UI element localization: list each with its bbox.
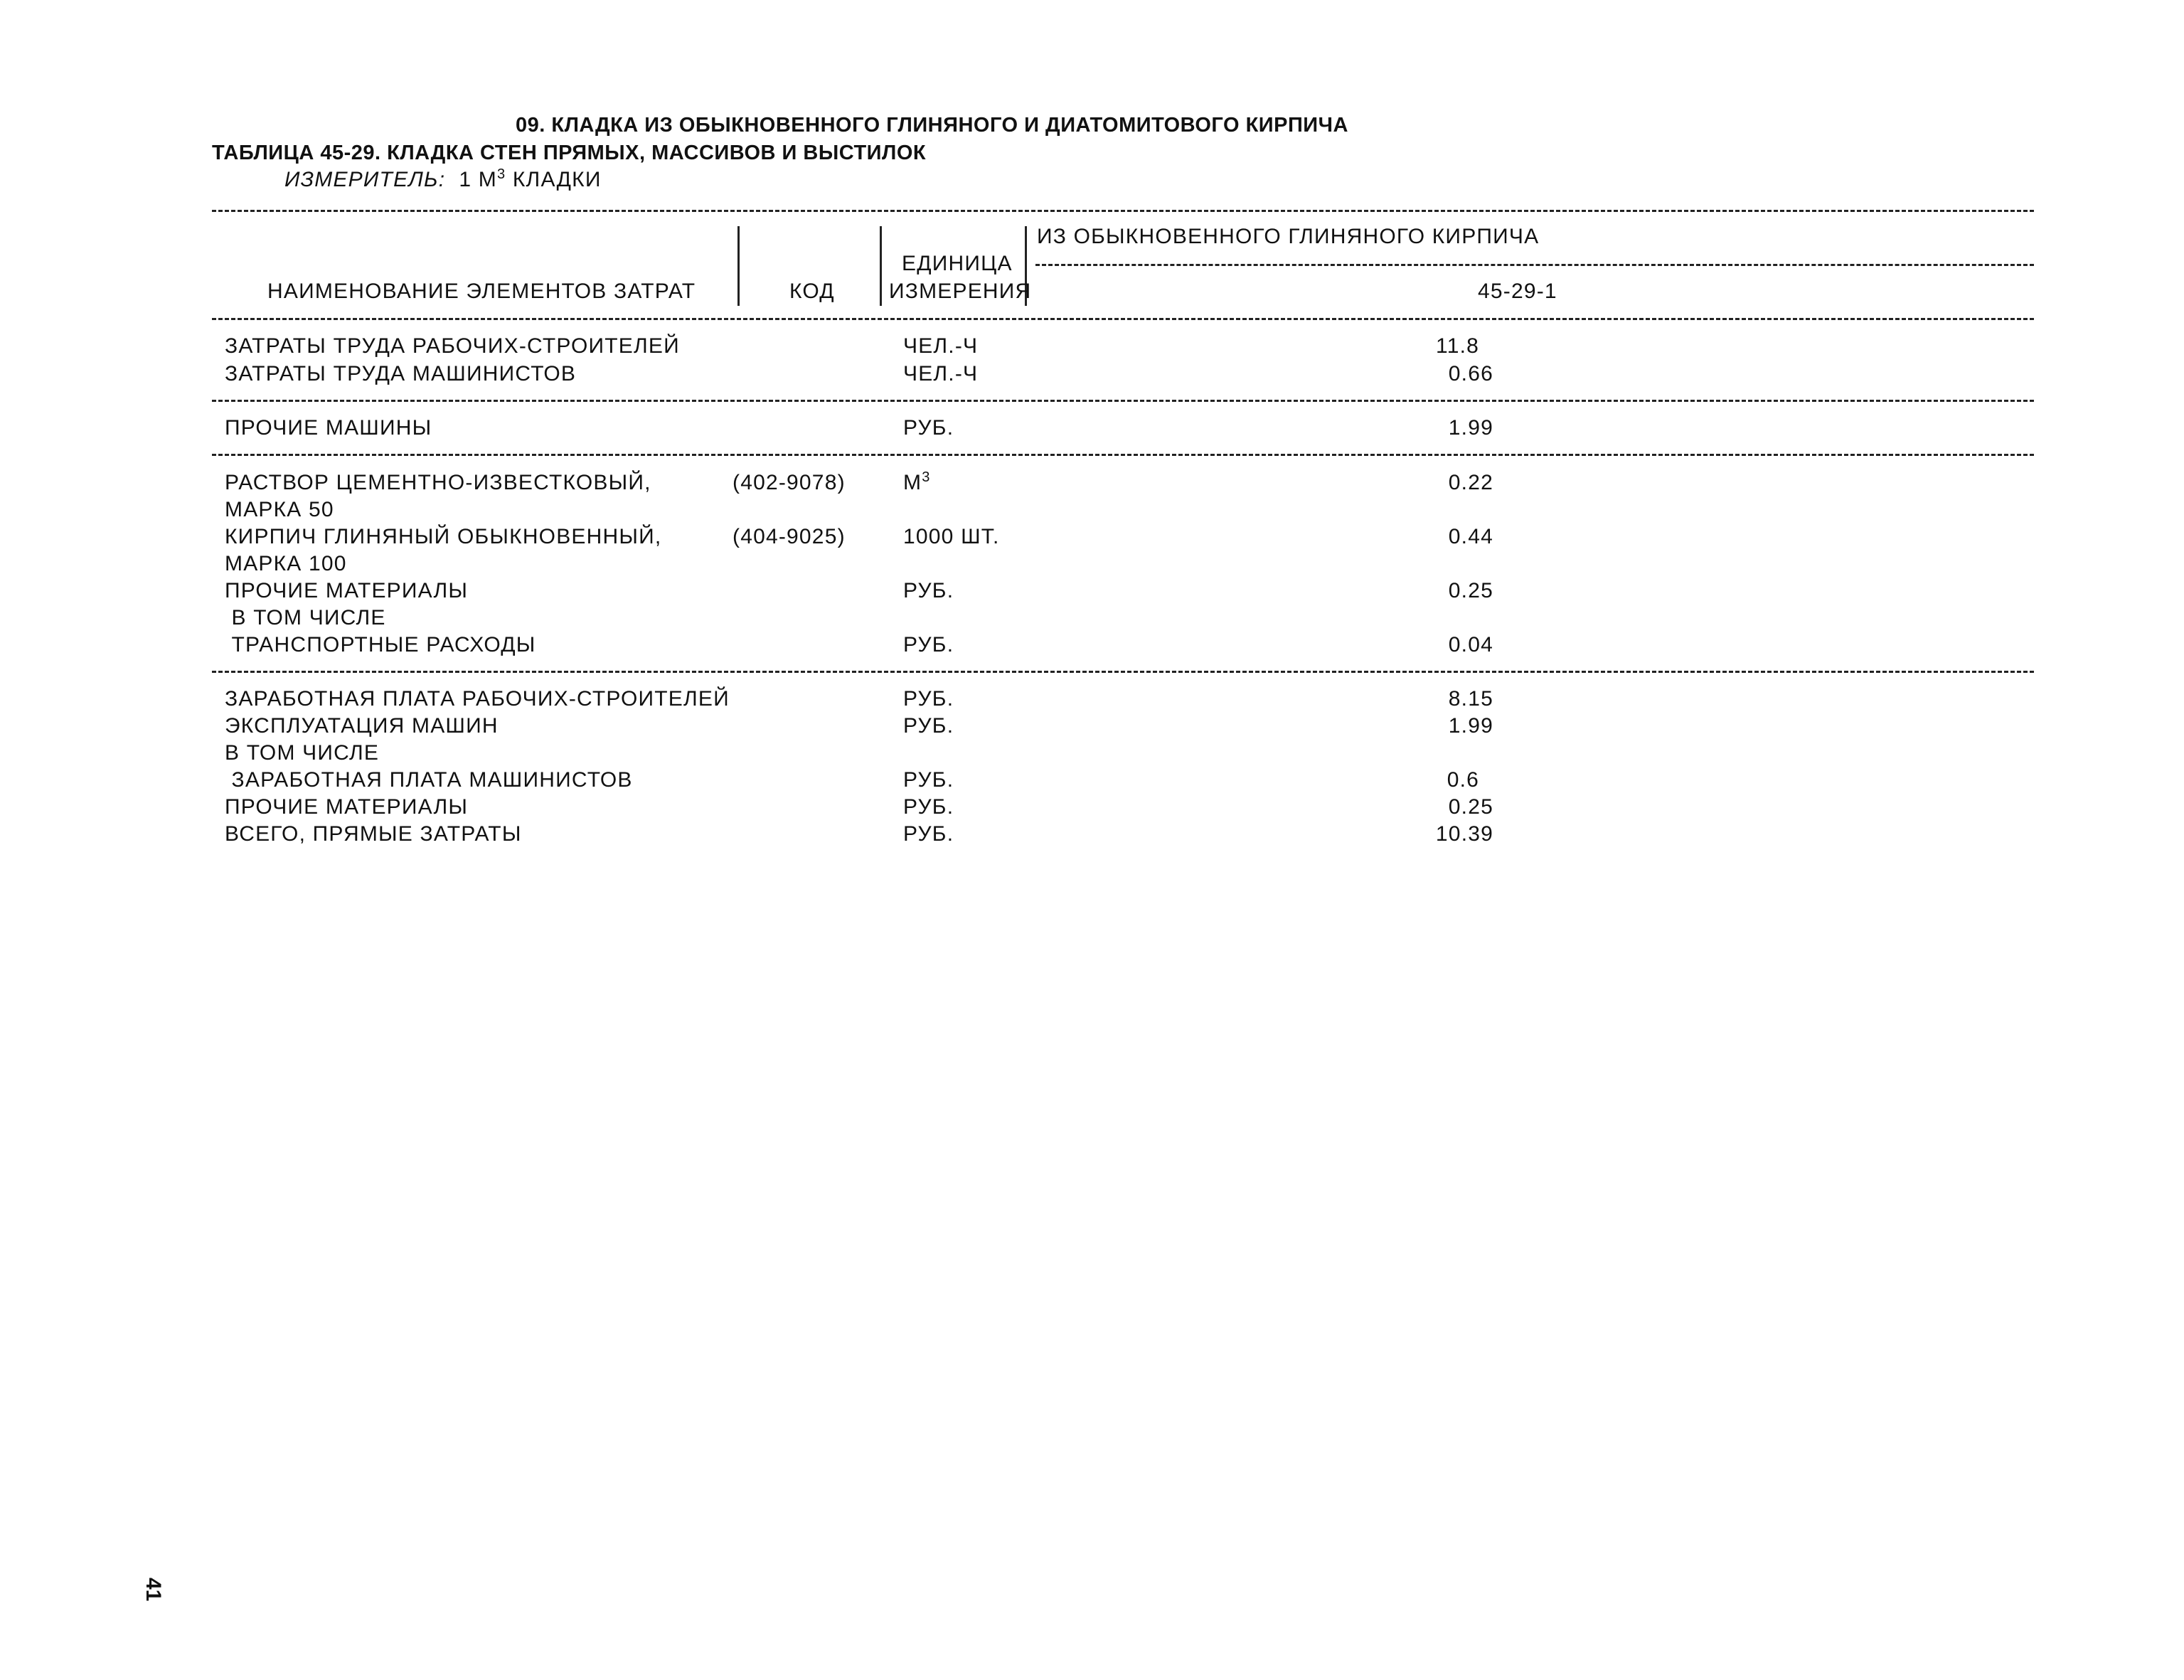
row-name: ПРОЧИЕ МАТЕРИАЛЫ xyxy=(225,795,469,819)
rule-top xyxy=(212,210,2034,212)
group-header: ИЗ ОБЫКНОВЕННОГО ГЛИНЯНОГО КИРПИЧА xyxy=(1037,225,1540,248)
measure-sup: 3 xyxy=(497,166,506,182)
row-unit: РУБ. xyxy=(903,416,954,440)
row-value: 0.04 xyxy=(1448,633,1493,656)
row-value: 8.15 xyxy=(1448,687,1493,711)
row-name: РАСТВОР ЦЕМЕНТНО-ИЗВЕСТКОВЫЙ, xyxy=(225,471,651,494)
row-value: 0.6 xyxy=(1447,768,1479,792)
row-value: 11.8 xyxy=(1436,334,1479,358)
measure-pre: 1 М xyxy=(459,168,498,191)
row-unit: РУБ. xyxy=(903,687,954,711)
row-value: 0.25 xyxy=(1448,795,1493,819)
row-unit xyxy=(903,471,931,495)
row-unit: РУБ. xyxy=(903,768,954,792)
row-name-cont: В ТОМ ЧИСЛЕ xyxy=(225,741,380,765)
row-name: ВСЕГО, ПРЯМЫЕ ЗАТРАТЫ xyxy=(225,822,522,846)
measure-line xyxy=(284,168,602,192)
row-name-cont: МАРКА 50 xyxy=(225,498,334,521)
row-unit: РУБ. xyxy=(903,822,954,846)
row-name: ЗАТРАТЫ ТРУДА РАБОЧИХ-СТРОИТЕЛЕЙ xyxy=(225,334,680,358)
row-code: (402-9078) xyxy=(733,471,846,494)
row-value: 0.44 xyxy=(1448,525,1493,548)
row-name: ТРАНСПОРТНЫЕ РАСХОДЫ xyxy=(225,633,536,656)
row-name: ЭКСПЛУАТАЦИЯ МАШИН xyxy=(225,714,499,738)
row-name: ЗАРАБОТНАЯ ПЛАТА РАБОЧИХ-СТРОИТЕЛЕЙ xyxy=(225,687,730,711)
code-header: КОД xyxy=(789,280,835,303)
row-value: 0.25 xyxy=(1448,579,1493,602)
row-unit: РУБ. xyxy=(903,795,954,819)
rule-header-bottom xyxy=(212,318,2034,320)
rule-group-1 xyxy=(212,400,2034,402)
row-unit: РУБ. xyxy=(903,633,954,656)
group-underline xyxy=(1035,264,2034,266)
row-value: 1.99 xyxy=(1448,416,1493,440)
section-title: 09. КЛАДКА ИЗ ОБЫКНОВЕННОГО ГЛИНЯНОГО И ДИАТОМИТОВОГО КИРПИЧА xyxy=(516,114,1348,137)
row-value: 10.39 xyxy=(1435,822,1493,846)
measure-label: ИЗМЕРИТЕЛЬ: xyxy=(284,168,446,191)
row-name: ПРОЧИЕ МАТЕРИАЛЫ xyxy=(225,579,469,602)
row-name: ПРОЧИЕ МАШИНЫ xyxy=(225,416,432,440)
header-sep-2 xyxy=(880,226,882,306)
name-header: НАИМЕНОВАНИЕ ЭЛЕМЕНТОВ ЗАТРАТ xyxy=(267,280,696,303)
row-unit: ЧЕЛ.-Ч xyxy=(903,334,979,358)
rule-group-2 xyxy=(212,454,2034,456)
row-value: 1.99 xyxy=(1448,714,1493,738)
row-value: 0.22 xyxy=(1448,471,1493,494)
measure-post: КЛАДКИ xyxy=(506,168,602,191)
row-name: КИРПИЧ ГЛИНЯНЫЙ ОБЫКНОВЕННЫЙ, xyxy=(225,525,662,548)
row-name-cont: В ТОМ ЧИСЛЕ xyxy=(225,606,386,629)
row-name: ЗАРАБОТНАЯ ПЛАТА МАШИНИСТОВ xyxy=(225,768,633,792)
table-title: ТАБЛИЦА 45-29. КЛАДКА СТЕН ПРЯМЫХ, МАССИВОВ И ВЫСТИЛОК xyxy=(212,142,927,164)
row-value: 0.66 xyxy=(1448,362,1493,386)
unit-header-1: ЕДИНИЦА xyxy=(902,252,1013,275)
row-unit-base: М xyxy=(903,471,922,494)
row-unit: 1000 ШТ. xyxy=(903,525,1000,548)
row-name-cont: МАРКА 100 xyxy=(225,552,347,575)
row-code: (404-9025) xyxy=(733,525,846,548)
row-unit: РУБ. xyxy=(903,714,954,738)
row-unit: ЧЕЛ.-Ч xyxy=(903,362,979,386)
rule-group-3 xyxy=(212,671,2034,673)
row-unit: РУБ. xyxy=(903,579,954,602)
col-code-header: 45-29-1 xyxy=(1478,280,1557,303)
unit-header-2: ИЗМЕРЕНИЯ xyxy=(889,280,1032,303)
page-number: 41 xyxy=(142,1578,165,1602)
row-name: ЗАТРАТЫ ТРУДА МАШИНИСТОВ xyxy=(225,362,577,386)
header-sep-1 xyxy=(737,226,740,306)
row-unit-sup: 3 xyxy=(922,469,931,485)
